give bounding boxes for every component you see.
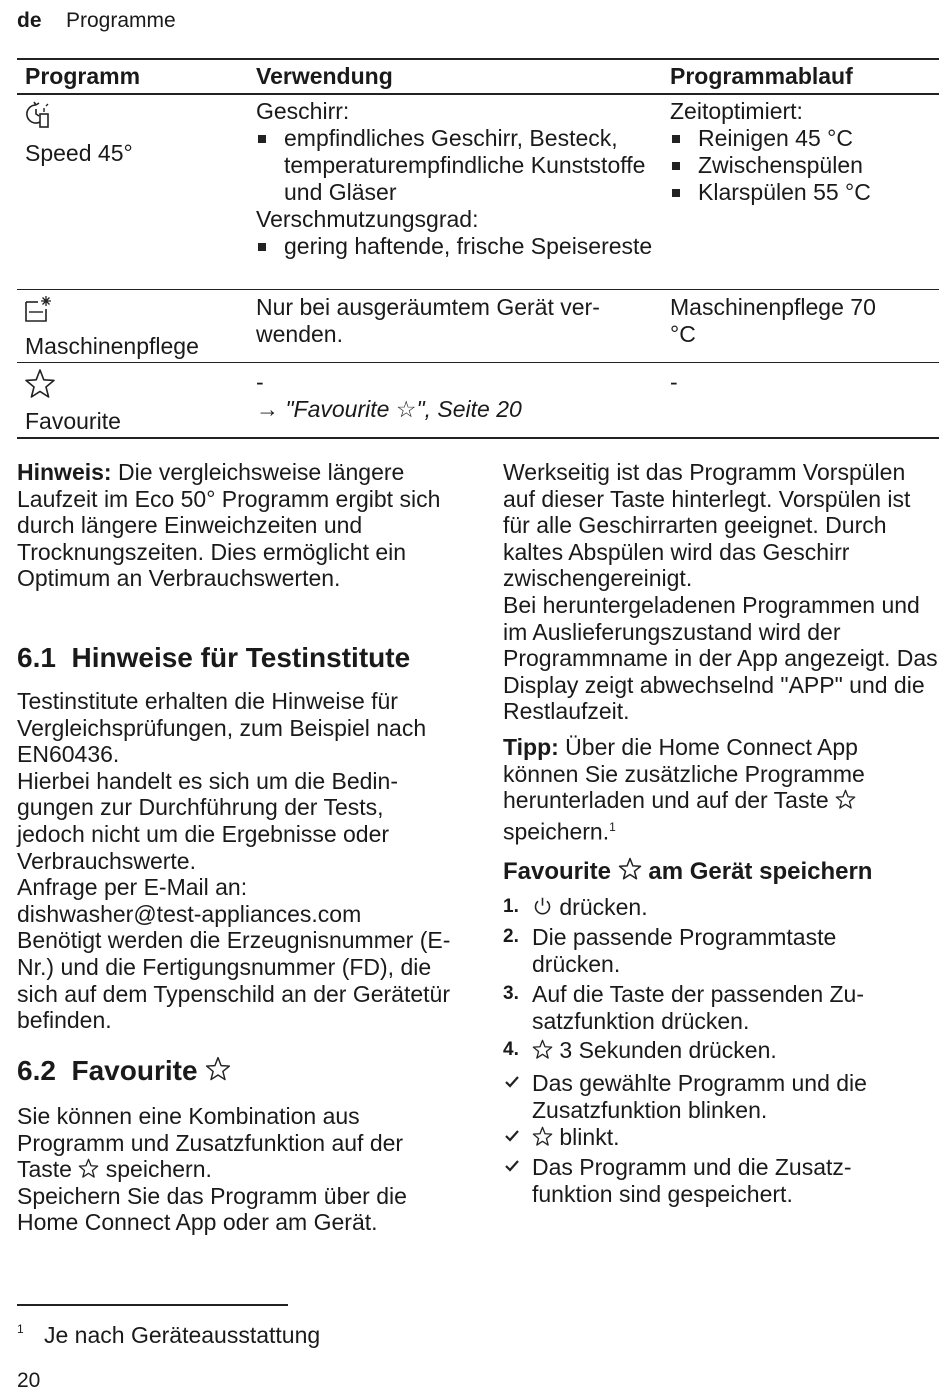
footnote-text: Je nach Geräteausstattung [44, 1322, 321, 1348]
paragraph: Bei heruntergeladenen Programmen und im Auslieferungszustand wird der Programmname in der App angezeigt. Das Display zeigt abwechselnd "APP" und die Restlaufzeit. [503, 591, 938, 725]
result-text: Das Programm und die Zusatzfunktion sind gespeichert. [532, 1154, 852, 1207]
use-intro: Verschmutzungsgrad: [256, 206, 479, 232]
table-bottom-rule [17, 437, 939, 439]
result-item [503, 1124, 923, 1151]
checkmark-icon [504, 1128, 520, 1144]
flow-item: Reinigen 45 °C [670, 125, 935, 152]
section-title: Programme [66, 9, 176, 32]
program-use [256, 98, 656, 260]
footnote-marker[interactable]: 1 [609, 819, 616, 834]
step-text: Auf die Taste der passenden Zusatzfunktion drücken. [532, 981, 865, 1034]
program-use: Nur bei ausgeräumtem Gerät verwenden. [256, 294, 600, 347]
section-number: 6.1 [17, 642, 56, 673]
step-text: drücken. [553, 894, 648, 920]
program-flow: - [670, 369, 678, 395]
star-icon [618, 857, 642, 881]
star-icon [24, 368, 56, 400]
step-item [503, 894, 923, 921]
tip-text: Über die Home Connect App können Sie zusätzliche Programme herunterladen und auf der Taste [503, 734, 865, 814]
step-number: 3. [503, 983, 519, 1004]
result-item [503, 1154, 923, 1207]
flow-item: Klarspülen 55 °C [670, 179, 935, 206]
table-top-rule [17, 58, 939, 60]
test-institute-text [17, 688, 457, 1034]
star-icon [532, 1126, 553, 1147]
note-label: Hinweis: [17, 459, 112, 485]
language-code: de [17, 9, 42, 32]
use-intro: Geschirr: [256, 98, 350, 124]
section-number: 6.2 [17, 1055, 56, 1086]
paragraph [17, 1103, 457, 1183]
tip-paragraph [503, 734, 923, 845]
paragraph: Speichern Sie das Programm über die Home Connect App oder am Gerät. [17, 1182, 407, 1236]
favourite-save-heading [503, 857, 872, 886]
col-header-flow: Programmablauf [670, 63, 853, 89]
star-icon [835, 789, 856, 810]
row-divider [17, 289, 939, 290]
right-intro [503, 459, 940, 725]
flow-item: Zwischenspülen [670, 152, 935, 179]
step-number: 1. [503, 896, 519, 917]
tip-text-end: speichern. [503, 818, 610, 845]
heading-text: am Gerät speichern [641, 858, 873, 885]
page-number: 20 [17, 1369, 41, 1392]
table-header-rule [17, 93, 939, 95]
step-item [503, 981, 923, 1034]
section-6-1-heading [17, 642, 410, 674]
star-icon [78, 1158, 99, 1179]
footnote-number: 1 [17, 1322, 24, 1336]
step-number: 2. [503, 926, 519, 947]
use-dash: - [256, 369, 264, 395]
text-run: Sie können eine Kombination aus Programm und Zusatzfunktion auf der Taste [17, 1103, 404, 1183]
step-item [503, 1037, 923, 1064]
checkmark-icon [504, 1074, 520, 1090]
footnote-rule [17, 1304, 288, 1306]
paragraph: Testinstitute erhalten die Hinweise für Vergleichsprüfungen, zum Beispiel nach EN60436. [17, 688, 427, 768]
result-item [503, 1070, 923, 1123]
result-text: Das gewählte Programm und die Zusatzfunktion blinken. [532, 1070, 867, 1123]
program-name: Favourite [25, 408, 121, 434]
paragraph: Werkseitig ist das Programm Vorspülen auf dieser Taste hinterlegt. Vorspülen ist für alle Geschirrarten geeignet. Durch kaltes Abspülen wird das Geschirr zwischengereinigt. [503, 459, 911, 592]
program-name: Maschinenpflege [25, 333, 199, 359]
cross-reference-link[interactable]: → "Favourite ☆", Seite 20 [256, 396, 522, 422]
tip-label: Tipp: [503, 734, 559, 760]
email-address[interactable]: dishwasher@test-appliances.com [17, 900, 362, 927]
step-text: Die passende Programmtaste drücken. [532, 924, 837, 977]
heading-text: Favourite [503, 858, 612, 885]
paragraph: Benötigt werden die Erzeugnisnummer (E-Nr.) und die Fertigungsnummer (FD), die sich auf dem Typenschild an der Gerätetür befinden. [17, 927, 451, 1034]
result-text: blinkt. [553, 1124, 620, 1150]
star-icon [532, 1039, 553, 1060]
machine-care-icon [24, 293, 54, 325]
step-number: 4. [503, 1039, 519, 1060]
checkmark-icon [504, 1158, 520, 1174]
use-bullet: empfindliches Geschirr, Besteck, temperaturempfindliche Kunststoffe und Gläser [256, 125, 656, 206]
paragraph: Anfrage per E-Mail an: [17, 874, 248, 901]
paragraph: Hierbei handelt es sich um die Bedingungen zur Durchführung der Tests, jedoch nicht um die Ergebnisse oder Verbrauchswerte. [17, 767, 398, 874]
power-icon [532, 896, 553, 917]
step-text: 3 Sekunden drücken. [553, 1037, 777, 1063]
text-run: speichern. [99, 1156, 212, 1183]
use-bullet: gering haftende, frische Speisereste [256, 233, 656, 260]
section-title: Favourite [71, 1055, 198, 1086]
note-text: Die vergleichsweise längere Laufzeit im Eco 50° Programm ergibt sich durch längere Einweichzeiten und Trocknungszeiten. Dies ermöglicht ein Optimum an Verbrauchswerten. [17, 459, 441, 592]
program-flow [670, 98, 935, 206]
note-paragraph [17, 459, 457, 592]
program-name: Speed 45° [25, 140, 133, 166]
col-header-program: Programm [25, 63, 141, 89]
favourite-text [17, 1103, 457, 1236]
section-title: Hinweise für Testinstitute [71, 642, 411, 673]
star-icon [205, 1056, 231, 1082]
program-flow: Maschinenpflege 70 °C [670, 294, 876, 347]
step-item [503, 924, 923, 977]
flow-intro: Zeitoptimiert: [670, 98, 803, 124]
speed-clock-icon [24, 100, 54, 130]
col-header-use: Verwendung [256, 63, 393, 89]
section-6-2-heading [17, 1055, 231, 1087]
row-divider [17, 362, 939, 363]
